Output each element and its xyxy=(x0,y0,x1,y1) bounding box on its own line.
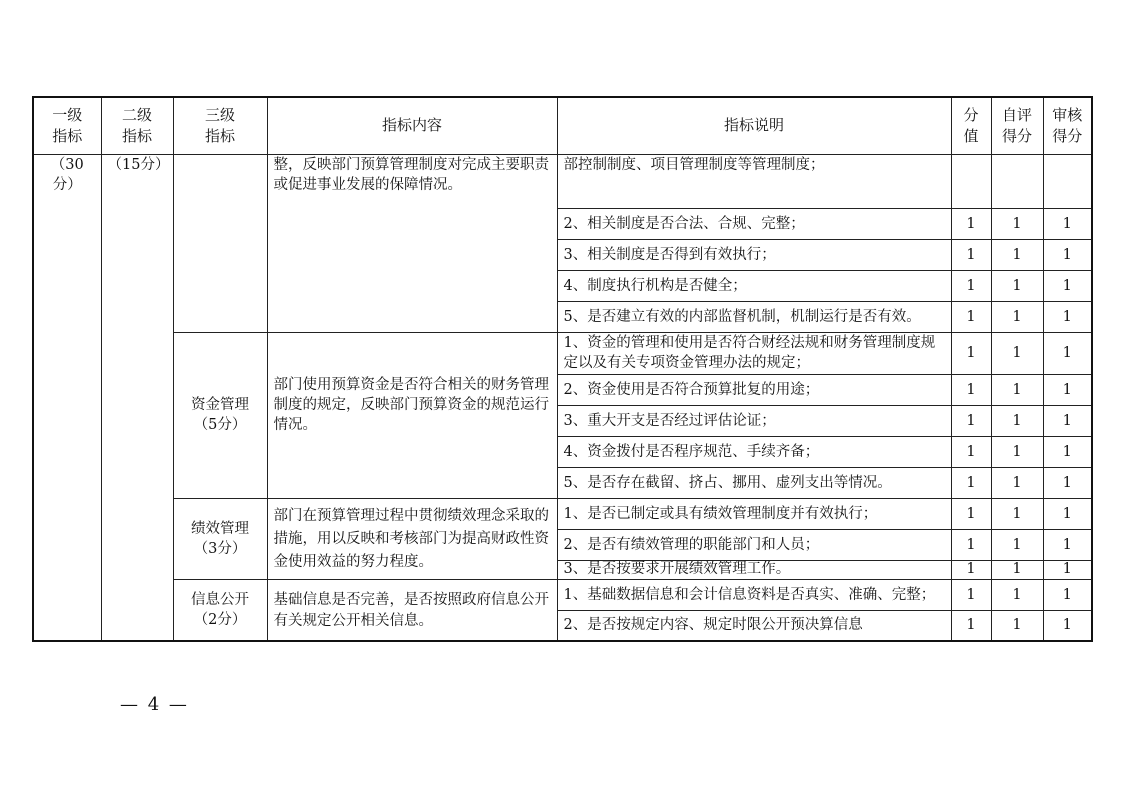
audit-score-cell: 1 xyxy=(1043,301,1092,332)
audit-score-cell: 1 xyxy=(1043,529,1092,560)
self-score-cell: 1 xyxy=(991,332,1043,374)
self-score-cell: 1 xyxy=(991,374,1043,405)
audit-score-cell xyxy=(1043,154,1092,208)
self-score-cell: 1 xyxy=(991,436,1043,467)
table-row xyxy=(33,154,1092,208)
self-score-cell: 1 xyxy=(991,498,1043,529)
desc-cell: 1、资金的管理和使用是否符合财经法规和财务管理制度规定以及有关专项资金管理办法的规定； xyxy=(557,332,951,374)
header-self-score: 自评 得分 xyxy=(991,97,1043,154)
content-continued: 整，反映部门预算管理制度对完成主要职责或促进事业发展的保障情况。 xyxy=(267,154,557,332)
page-number: — 4 — xyxy=(120,694,189,715)
level3-funds-management: 资金管理 （5分） xyxy=(173,332,267,498)
self-score-cell: 1 xyxy=(991,270,1043,301)
header-content: 指标内容 xyxy=(267,97,557,154)
score-cell: 1 xyxy=(951,610,991,641)
score-cell: 1 xyxy=(951,301,991,332)
desc-cell: 1、是否已制定或具有绩效管理制度并有效执行； xyxy=(557,498,951,529)
desc-cell: 2、是否有绩效管理的职能部门和人员； xyxy=(557,529,951,560)
self-score-cell xyxy=(991,154,1043,208)
desc-cell: 2、资金使用是否符合预算批复的用途； xyxy=(557,374,951,405)
audit-score-cell: 1 xyxy=(1043,270,1092,301)
self-score-cell: 1 xyxy=(991,208,1043,239)
score-cell xyxy=(951,154,991,208)
audit-score-cell: 1 xyxy=(1043,560,1092,579)
score-cell: 1 xyxy=(951,579,991,610)
desc-cell: 2、相关制度是否合法、合规、完整； xyxy=(557,208,951,239)
desc-cell: 3、重大开支是否经过评估论证； xyxy=(557,405,951,436)
self-score-cell: 1 xyxy=(991,405,1043,436)
score-cell: 1 xyxy=(951,374,991,405)
self-score-cell: 1 xyxy=(991,579,1043,610)
audit-score-cell: 1 xyxy=(1043,498,1092,529)
score-cell: 1 xyxy=(951,405,991,436)
header-level1: 一级 指标 xyxy=(33,97,101,154)
score-cell: 1 xyxy=(951,208,991,239)
audit-score-cell: 1 xyxy=(1043,436,1092,467)
content-performance-management: 部门在预算管理过程中贯彻绩效理念采取的措施，用以反映和考核部门为提高财政性资金使用效益的努力程度。 xyxy=(267,498,557,579)
audit-score-cell: 1 xyxy=(1043,579,1092,610)
desc-cell: 4、制度执行机构是否健全； xyxy=(557,270,951,301)
score-cell: 1 xyxy=(951,560,991,579)
audit-score-cell: 1 xyxy=(1043,467,1092,498)
table-row xyxy=(33,579,1092,610)
self-score-cell: 1 xyxy=(991,467,1043,498)
audit-score-cell: 1 xyxy=(1043,610,1092,641)
header-level3: 三级 指标 xyxy=(173,97,267,154)
audit-score-cell: 1 xyxy=(1043,208,1092,239)
self-score-cell: 1 xyxy=(991,529,1043,560)
desc-cell: 4、资金拨付是否程序规范、手续齐备； xyxy=(557,436,951,467)
desc-cell: 2、是否按规定内容、规定时限公开预决算信息 xyxy=(557,610,951,641)
content-info-disclosure: 基础信息是否完善，是否按照政府信息公开有关规定公开相关信息。 xyxy=(267,579,557,641)
self-score-cell: 1 xyxy=(991,610,1043,641)
self-score-cell: 1 xyxy=(991,301,1043,332)
score-cell: 1 xyxy=(951,529,991,560)
content-funds-management: 部门使用预算资金是否符合相关的财务管理制度的规定，反映部门预算资金的规范运行情况。 xyxy=(267,332,557,498)
level3-continued-cell xyxy=(173,154,267,332)
score-cell: 1 xyxy=(951,498,991,529)
level3-info-disclosure: 信息公开 （2分） xyxy=(173,579,267,641)
header-score: 分 值 xyxy=(951,97,991,154)
self-score-cell: 1 xyxy=(991,239,1043,270)
score-cell: 1 xyxy=(951,270,991,301)
desc-cell: 3、相关制度是否得到有效执行； xyxy=(557,239,951,270)
desc-cell: 5、是否建立有效的内部监督机制，机制运行是否有效。 xyxy=(557,301,951,332)
audit-score-cell: 1 xyxy=(1043,239,1092,270)
score-cell: 1 xyxy=(951,467,991,498)
audit-score-cell: 1 xyxy=(1043,374,1092,405)
table-header-row xyxy=(33,97,1092,154)
header-audit-score: 审核 得分 xyxy=(1043,97,1092,154)
table-row xyxy=(33,498,1092,529)
desc-cell: 部控制制度、项目管理制度等管理制度； xyxy=(557,154,951,208)
audit-score-cell: 1 xyxy=(1043,405,1092,436)
score-cell: 1 xyxy=(951,239,991,270)
level2-score: （15分） xyxy=(101,154,173,641)
score-cell: 1 xyxy=(951,436,991,467)
desc-cell: 5、是否存在截留、挤占、挪用、虚列支出等情况。 xyxy=(557,467,951,498)
table-row xyxy=(33,332,1092,374)
desc-cell: 1、基础数据信息和会计信息资料是否真实、准确、完整； xyxy=(557,579,951,610)
level1-score: （30分） xyxy=(33,154,101,641)
header-level2: 二级 指标 xyxy=(101,97,173,154)
score-cell: 1 xyxy=(951,332,991,374)
audit-score-cell: 1 xyxy=(1043,332,1092,374)
self-score-cell: 1 xyxy=(991,560,1043,579)
header-description: 指标说明 xyxy=(557,97,951,154)
evaluation-table xyxy=(32,96,1093,642)
level3-performance-management: 绩效管理 （3分） xyxy=(173,498,267,579)
desc-cell: 3、是否按要求开展绩效管理工作。 xyxy=(557,560,951,579)
